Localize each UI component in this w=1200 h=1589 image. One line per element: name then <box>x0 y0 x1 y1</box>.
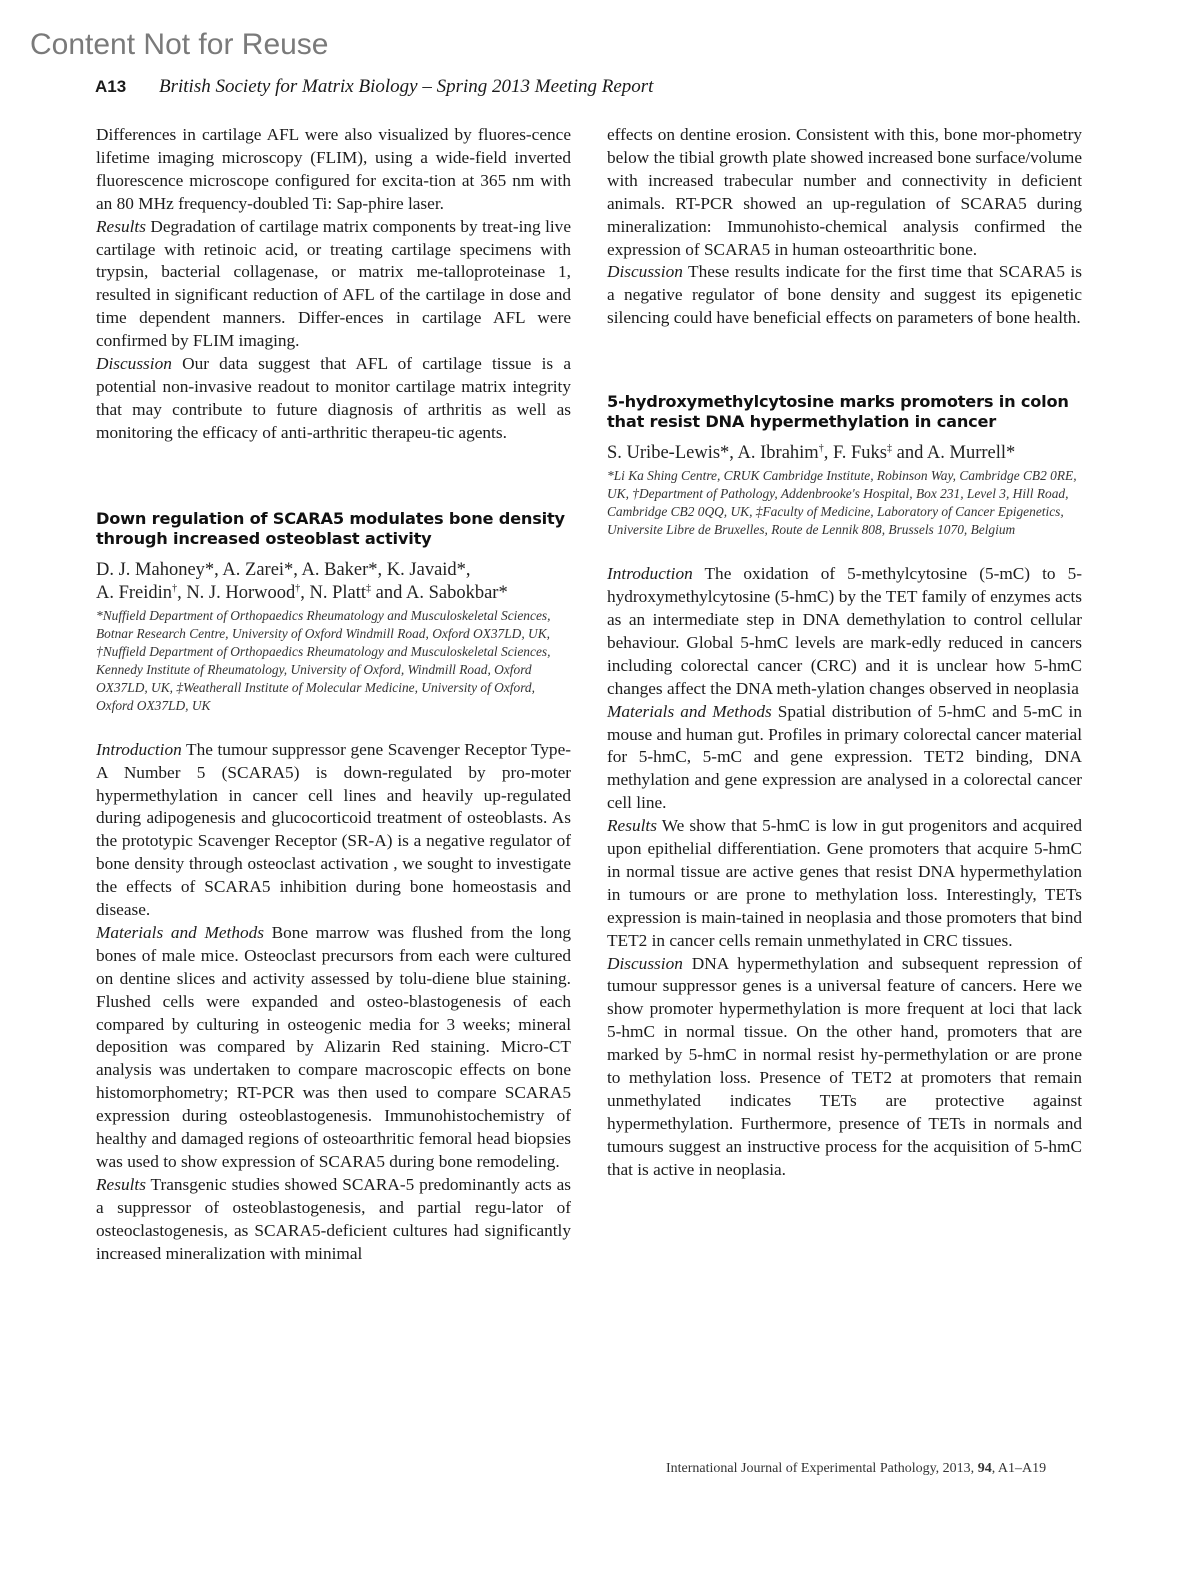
right-column <box>607 124 1082 1182</box>
journal-footer: International Journal of Experimental Pathology, 2013, 94, A1–A19 <box>666 1461 1047 1476</box>
section-label: Introduction <box>96 739 182 759</box>
discussion-paragraph: Discussion These results indicate for the first time that SCARA5 is a negative regulator of bone density and suggest its epigenetic silencing could have beneficial effects on parameters of bone health. <box>607 262 1082 328</box>
abstract-title: Down regulation of SCARA5 modulates bone density through increased osteoblast activity <box>96 508 565 548</box>
results-paragraph: Results We show that 5-hmC is low in gut progenitors and acquired upon epithelial differentiation. Gene promoters that acquire 5-hmC in normal tissue are active genes that resist DNA hypermethylation in tumours or are prone to methylation loss. Interestingly, TETs expression is main-tained in neoplasia and those promoters that bind TET2 in cancer cells remain unmethylated in CRC tissues. <box>607 816 1082 950</box>
introduction-paragraph: Introduction The oxidation of 5-methylcytosine (5-mC) to 5-hydroxymethylcytosine (5-hmC) by the TET family of enzymes acts as an intermediate step in DNA demethylation to control cellular behaviour. Global 5-hmC levels are mark-edly reduced in cancers including colorectal cancer (CRC) and it is unclear how 5-hmC changes affect the DNA meth-ylation changes observed in neoplasia <box>607 564 1082 698</box>
running-head <box>95 76 653 98</box>
section-label: Materials and Methods <box>607 701 772 721</box>
section-label: Results <box>96 216 146 236</box>
discussion-paragraph: Discussion DNA hypermethylation and subsequent repression of tumour suppressor genes is a universal feature of cancers. Here we show promoter hypermethylation is more frequent at loci that lack 5-hmC in normal tissue. On the other hand, promoters that are marked by 5-hmC in normal resist hy-permethylation or are prone to methylation loss. Presence of TET2 at promoters that remain unmethylated indicates TETs are protective against hypermethylation. Furthermore, presence of TETs in normals and tumours suggest an instructive process for the acquisition of 5-hmC that is active in neoplasia. <box>607 953 1082 1179</box>
paragraph: Differences in cartilage AFL were also visualized by fluores-cence lifetime imaging microscopy (FLIM), using a wide-field inverted fluorescence microscope configured for excita-tion at 365 nm with an 80 MHz frequency-doubled Ti: Sap-phire laser. <box>96 125 571 213</box>
section-label: Discussion <box>607 953 683 973</box>
affiliations: *Nuffield Department of Orthopaedics Rheumatology and Musculoskeletal Sciences, Botnar Research Centre, University of Oxford Windmill Road, Oxford OX37LD, UK, †Nuffield Department of Orthopaedics Rheumatology and Musculoskeletal Sciences, Kennedy Institute of Rheumatology, University of Oxford, Windmill Road, Oxford OX37LD, UK, ‡Weatherall Institute of Molecular Medicine, University of Oxford, Oxford OX37LD, UK <box>96 607 551 713</box>
author-list: S. Uribe-Lewis*, A. Ibrahim†, F. Fuks‡ and A. Murrell* <box>607 443 1016 464</box>
section-label: Discussion <box>96 354 172 374</box>
section-label: Materials and Methods <box>96 922 264 942</box>
volume-number: 94 <box>977 1461 992 1476</box>
running-head-title: British Society for Matrix Biology – Spring 2013 Meeting Report <box>159 76 654 97</box>
left-column <box>96 124 571 1266</box>
abstract-title: 5-hydroxymethylcytosine marks promoters in colon that resist DNA hypermethylation in cancer <box>607 392 1069 432</box>
methods-paragraph: Materials and Methods Bone marrow was flushed from the long bones of male mice. Osteoclast precursors from each were cultured on dentine slices and activity assessed by tolu-diene blue staining. Flushed cells were expanded and osteo-blastogenesis of each compared by culturing in osteogenic media for 3 weeks; mineral deposition was compared by Alizarin Red staining. Micro-CT analysis was undertaken to compare macroscopic effects on bone histomorphometry; RT-PCR was then used to compare SCARA5 expression during osteoblastogenesis. Immunohistochemistry of healthy and damaged regions of osteoarthritic femoral head biopsies was used to show expression of SCARA5 during bone remodeling. <box>96 922 572 1171</box>
author-list: D. J. Mahoney*, A. Zarei*, A. Baker*, K. Javaid*, A. Freidin†, N. J. Horwood†, N. Platt‡ and A. Sabokbar* <box>96 559 508 603</box>
discussion-paragraph: Discussion Our data suggest that AFL of cartilage tissue is a potential non-invasive readout to monitor cartilage matrix integrity that may contribute to future diagnosis of arthritis as well as monitoring the efficacy of anti-arthritic therapeu-tic agents. <box>96 354 571 442</box>
section-label: Results <box>607 816 657 836</box>
methods-paragraph: Materials and Methods Spatial distribution of 5-hmC and 5-mC in mouse and human gut. Profiles in primary colorectal cancer material for 5-hmC, 5-mC and gene expression. TET2 binding, DNA methylation and gene expression are analysed in a colorectal cancer cell line. <box>607 701 1082 813</box>
introduction-paragraph: Introduction The tumour suppressor gene Scavenger Receptor Type-A Number 5 (SCARA5) is down-regulated by pro-moter hypermethylation in cancer cell lines and heavily up-regulated during adipogenesis and glucocorticoid treatment of osteoblasts. As the prototypic Scavenger Receptor (SR-A) is a negative regulator of bone density through osteoclast activation , we sought to investigate the effects of SCARA5 inhibition during bone homeostasis and disease. <box>96 739 571 920</box>
section-label: Discussion <box>607 262 683 282</box>
page-number: A13 <box>95 77 127 96</box>
results-paragraph: Results Degradation of cartilage matrix components by treat-ing live cartilage with retinoic acid, or treating cartilage specimens with trypsin, bacterial collagenase, or matrix me-talloproteinase 1, resulted in significant reduction of AFL of the cartilage in dose and time dependent manners. Differ-ences in cartilage AFL were confirmed by FLIM imaging. <box>96 216 571 351</box>
affiliations: *Li Ka Shing Centre, CRUK Cambridge Institute, Robinson Way, Cambridge CB2 0RE, UK, †Department of Pathology, Addenbrooke's Hospital, Box 231, Level 3, Hill Road, Cambridge CB2 0QQ, UK, ‡Faculty of Medicine, Laboratory of Cancer Epigenetics, Universite Libre de Bruxelles, Route de Lennik 808, Brussels 1070, Belgium <box>607 468 1077 538</box>
watermark: Content Not for Reuse <box>30 28 329 61</box>
section-label: Introduction <box>607 564 693 584</box>
results-paragraph: Results Transgenic studies showed SCARA-5 predominantly acts as a suppressor of osteoblastogenesis, and partial regu-lator of osteoclastogenesis, as SCARA5-deficient cultures had significantly increased mineralization with minimal <box>96 1174 571 1263</box>
paragraph: effects on dentine erosion. Consistent with this, bone mor-phometry below the tibial growth plate showed increased bone surface/volume with increased trabecular number and connectivity in deficient animals. RT-PCR showed an up-regulation of SCARA5 during mineralization: Immunohisto-chemical analysis confirmed the expression of SCARA5 in human osteoarthritic bone. <box>607 125 1082 259</box>
section-label: Results <box>96 1174 146 1194</box>
